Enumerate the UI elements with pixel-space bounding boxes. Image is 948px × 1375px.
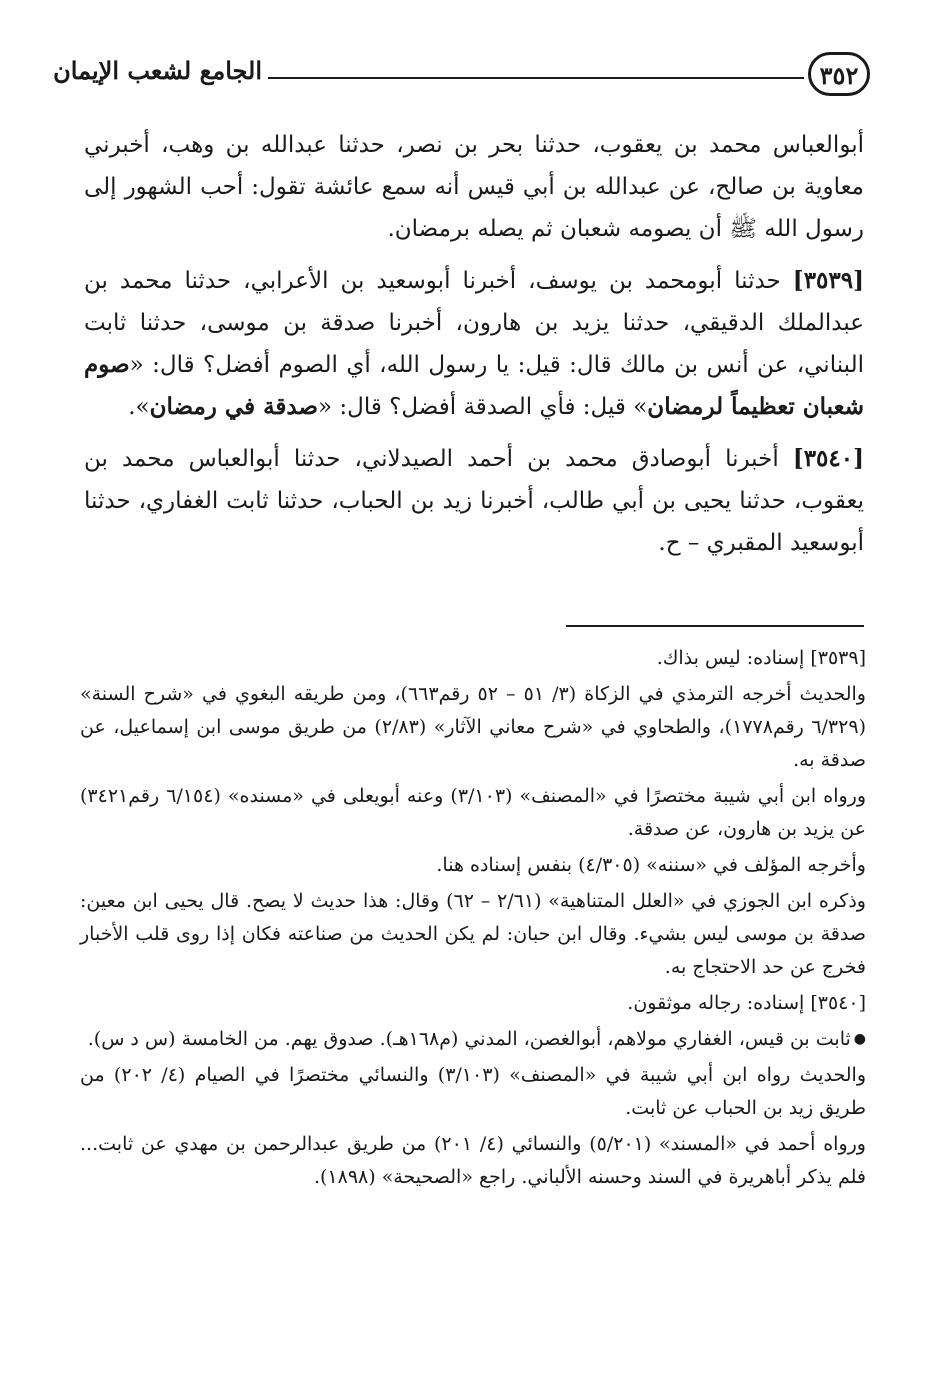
- main-text: [84, 124, 864, 574]
- footnote-heading-3540: [٣٥٤٠] إسناده: رجاله موثقون.: [627, 992, 866, 1014]
- paragraph-continuation: أبوالعباس محمد بن يعقوب، حدثنا بحر بن نصر، حدثنا عبدالله بن وهب، أخبرني معاوية بن صالح، عن عبدالله بن أبي قيس أنه سمع عائشة تقول: أحب الشهور إلى رسول الله ﷺ أن يصومه شعبان ثم يصله برمضان.: [84, 132, 864, 242]
- narrator-note: ثابت بن قيس، الغفاري مولاهم، أبوالغصن، المدني (م١٦٨هـ). صدوق يهم. من الخامسة (س د س).: [87, 1028, 851, 1050]
- footnote-paragraph: وذكره ابن الجوزي في «العلل المتناهية» (٢/٦١ – ٦٢) وقال: هذا حديث لا يصح. قال يحيى ابن معين: صدقة بن موسى ليس بشيء. وقال ابن حبان: لم يكن الحديث من صناعته فكان إذا روى قلب الأخبار فخرج عن حد الاحتجاج به.: [80, 890, 866, 978]
- footnote-paragraph: ورواه ابن أبي شيبة مختصرًا في «المصنف» (٣/١٠٣) وعنه أبويعلى في «مسنده» (٦/١٥٤ رقم٣٤٢١) عن يزيد بن هارون، عن صدقة.: [80, 785, 867, 840]
- hadith-3540: [84, 438, 864, 564]
- hadith-quote: صدقة في رمضان: [149, 393, 319, 420]
- bullet-icon: ●: [853, 1031, 866, 1047]
- hadith-text: أخبرنا أبوصادق محمد بن أحمد الصيدلاني، حدثنا أبوالعباس محمد بن يعقوب، حدثنا يحيى بن أبي طالب، أخبرنا زيد بن الحباب، حدثنا ثابت الغفاري، حدثنا أبوسعيد المقبري – ح.: [84, 446, 864, 556]
- hadith-text: ».: [128, 394, 150, 420]
- footnote-paragraph: وأخرجه المؤلف في «سننه» (٤/٣٠٥) بنفس إسناده هنا.: [436, 854, 866, 876]
- book-title: الجامع لشعب الإيمان: [53, 56, 262, 85]
- footnote-heading-3539: [٣٥٣٩] إسناده: ليس بذاك.: [656, 647, 866, 669]
- header-rule: [268, 77, 804, 79]
- hadith-number: [٣٥٤٠]: [792, 445, 865, 472]
- footnote-paragraph: [80, 1023, 866, 1056]
- footnote-paragraph: والحديث أخرجه الترمذي في الزكاة (٣/ ٥١ – ٥٢ رقم٦٦٣)، ومن طريقه البغوي في «شرح السنة» (٦/٣٢٩ رقم١٧٧٨)، والطحاوي في «شرح معاني الآثار» (٢/٨٣) من طريق موسى ابن إسماعيل، عن صدقة به.: [80, 683, 866, 771]
- footnote-paragraph: ورواه أحمد في «المسند» (٥/٢٠١) والنسائي (٤/ ٢٠١) من طريق عبدالرحمن بن مهدي عن ثابت... فلم يذكر أباهريرة في السند وحسنه الألباني. راجع «الصحيحة» (١٨٩٨).: [80, 1133, 866, 1188]
- footnote-separator: [566, 625, 864, 627]
- hadith-quote: صوم شعبان تعظيماً لرمضان: [84, 351, 864, 420]
- page-header: [53, 52, 870, 102]
- hadith-text: حدثنا أبومحمد بن يوسف، أخبرنا أبوسعيد بن الأعرابي، حدثنا محمد بن عبدالملك الدقيقي، حدثنا يزيد بن هارون، أخبرنا صدقة بن موسى، حدثنا ثابت البناني، عن أنس بن مالك قال: قيل: يا رسول الله، أي الصوم أفضل؟ قال: «: [84, 268, 864, 378]
- page-number: ٣٥٢: [808, 52, 870, 96]
- hadith-3539: [84, 260, 864, 428]
- footnotes: [80, 642, 866, 1197]
- footnote-paragraph: والحديث رواه ابن أبي شيبة في «المصنف» (٣/١٠٣) والنسائي مختصرًا في الصيام (٤/ ٢٠٢) من طريق زيد بن الحباب عن ثابت.: [80, 1064, 867, 1119]
- hadith-number: [٣٥٣٩]: [792, 267, 864, 294]
- hadith-text: » قيل: فأي الصدقة أفضل؟ قال: «: [318, 394, 648, 420]
